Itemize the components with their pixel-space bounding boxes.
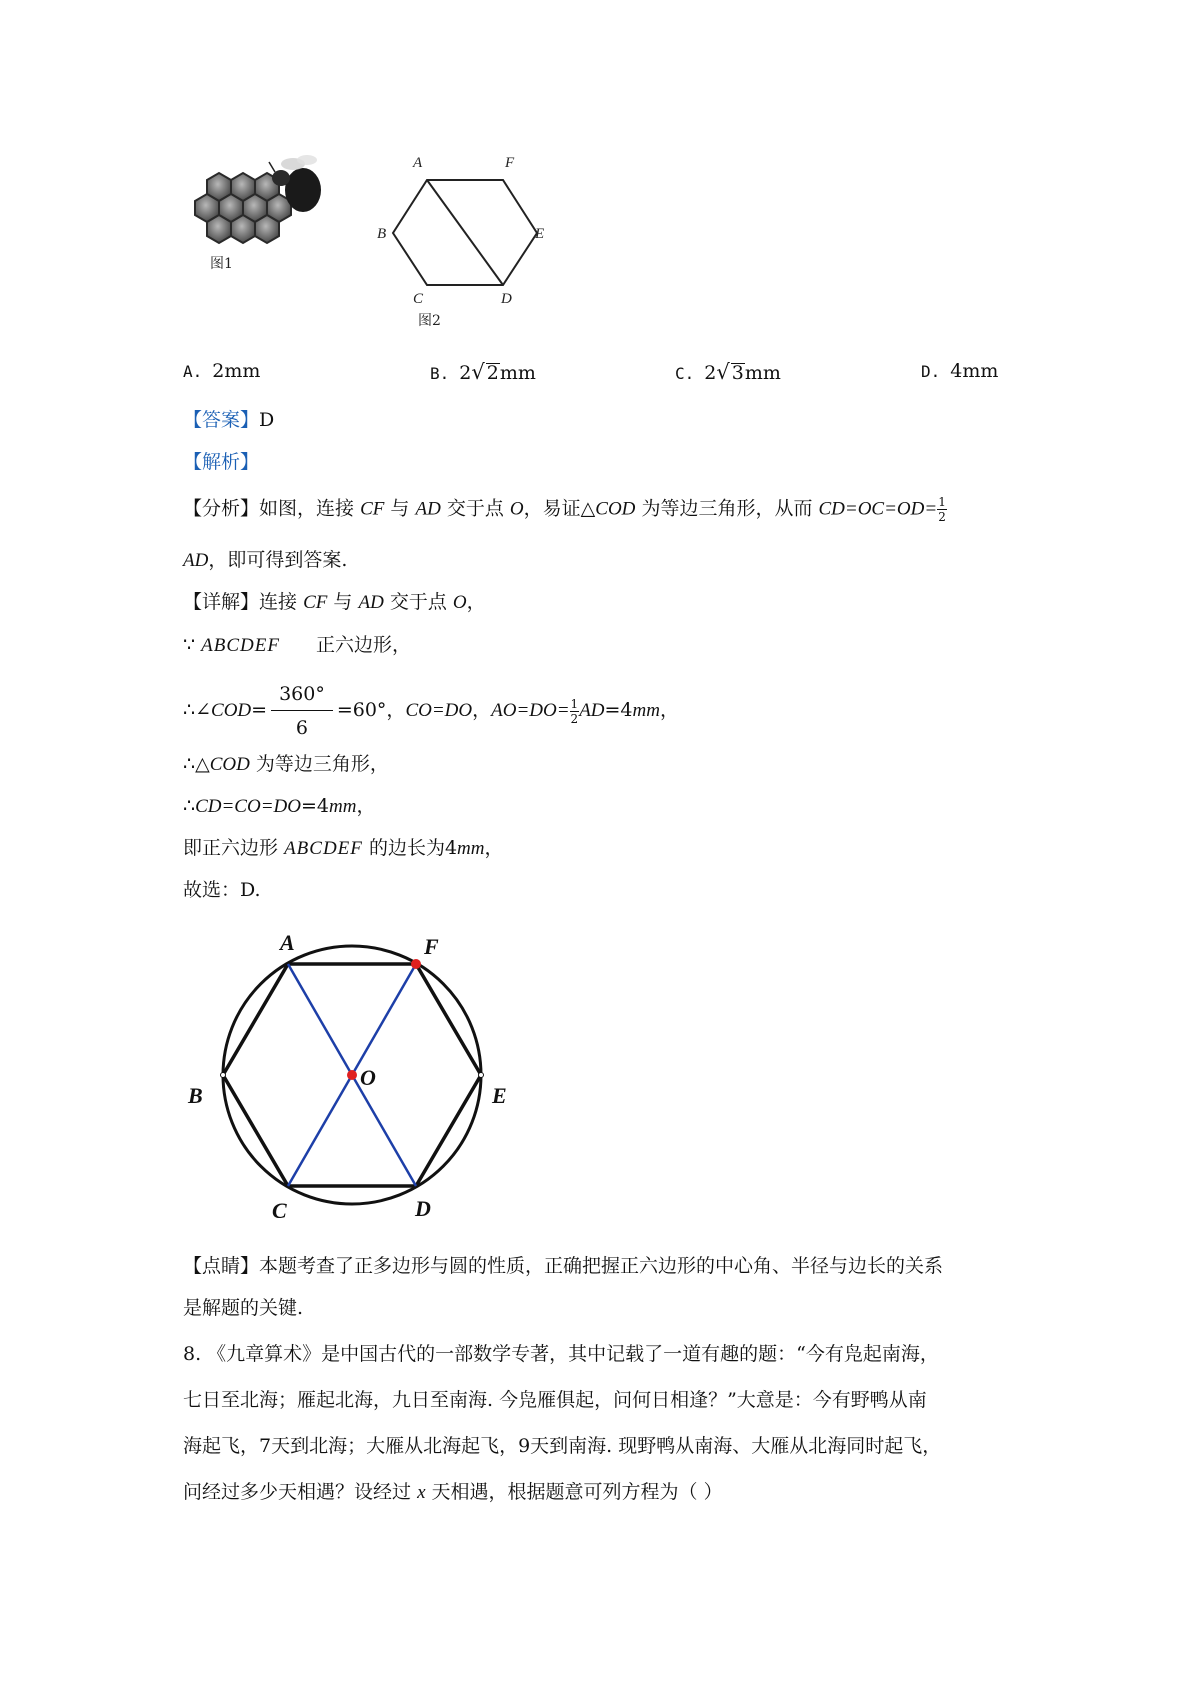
because-line: ∵ ABCDEF 正六边形， xyxy=(183,634,411,656)
circle-label-d: D xyxy=(415,1196,431,1221)
hex-label-a: A xyxy=(413,155,423,171)
hex-label-b: B xyxy=(377,226,387,242)
option-b: B. 2√ 2mm xyxy=(430,360,536,384)
q8-line-1: 8. 《九章算术》是中国古代的一部数学专著，其中记载了一道有趣的题：“今有凫起南海， xyxy=(183,1343,939,1365)
hex-label-f: F xyxy=(505,155,515,171)
point-o xyxy=(347,1070,357,1080)
answer-line: 【答案】D xyxy=(183,409,275,431)
q8-line-4: 问经过多少天相遇？设经过 x 天相遇，根据题意可列方程为（ ） xyxy=(183,1481,723,1503)
detail-line: 【详解】连接 CF 与 AD 交于点 O， xyxy=(183,591,486,613)
circle-label-b: B xyxy=(188,1083,203,1108)
choose-line: 故选：D. xyxy=(183,879,261,901)
analysis-line-2: AD，即可得到答案. xyxy=(183,549,348,571)
figure-2-hexagon xyxy=(377,155,545,330)
q8-line-3: 海起飞，7天到北海；大雁从北海起飞，9天到南海. 现野鸭从南海、大雁从北海同时起飞， xyxy=(183,1435,942,1457)
circle-hexagon-figure xyxy=(188,918,518,1223)
figure-1-label: 图1 xyxy=(210,256,233,272)
option-c: C. 2√ 3mm xyxy=(675,360,781,384)
figure-2-label: 图2 xyxy=(418,313,441,329)
circle-label-a: A xyxy=(280,930,295,955)
circle-label-o: O xyxy=(360,1065,376,1090)
analysis-line-1: 【分析】如图，连接 CF 与 AD 交于点 O，易证△COD 为等边三角形，从而 CD=OC=OD= $\frac{1}{2}$ xyxy=(183,495,946,524)
therefore-line-3: ∴CD=CO=DO=4mm， xyxy=(183,795,376,817)
circle-label-c: C xyxy=(272,1198,287,1223)
circle-label-f: F xyxy=(424,934,439,959)
point-f xyxy=(411,959,421,969)
hex-label-d: D xyxy=(501,291,512,307)
circle-label-e: E xyxy=(492,1083,507,1108)
q8-line-2: 七日至北海；雁起北海，九日至南海. 今凫雁俱起，问何日相逢？”大意是：今有野鸭从南 xyxy=(183,1389,927,1411)
therefore-line-2: ∴△COD 为等边三角形， xyxy=(183,753,389,775)
hex-label-c: C xyxy=(413,291,424,307)
option-d: D. 4mm xyxy=(921,360,999,382)
conclusion-line: 即正六边形 ABCDEF 的边长为4mm， xyxy=(183,837,504,859)
hex-label-e: E xyxy=(535,226,545,242)
therefore-line-1: ∴∠COD= $\frac{360^\circ}{6}$ =60°，CO=DO，AO=DO= $\frac{1}{2}$ AD=4mm， xyxy=(183,682,679,739)
figure-1-honeycomb-image xyxy=(185,150,345,270)
analysis-tag: 【解析】 xyxy=(183,451,260,473)
option-a: A. 2mm xyxy=(183,360,261,382)
dianjing-line-2: 是解题的关键. xyxy=(183,1297,304,1319)
dianjing-line-1: 【点睛】本题考查了正多边形与圆的性质，正确把握正六边形的中心角、半径与边长的关系 xyxy=(183,1255,944,1277)
